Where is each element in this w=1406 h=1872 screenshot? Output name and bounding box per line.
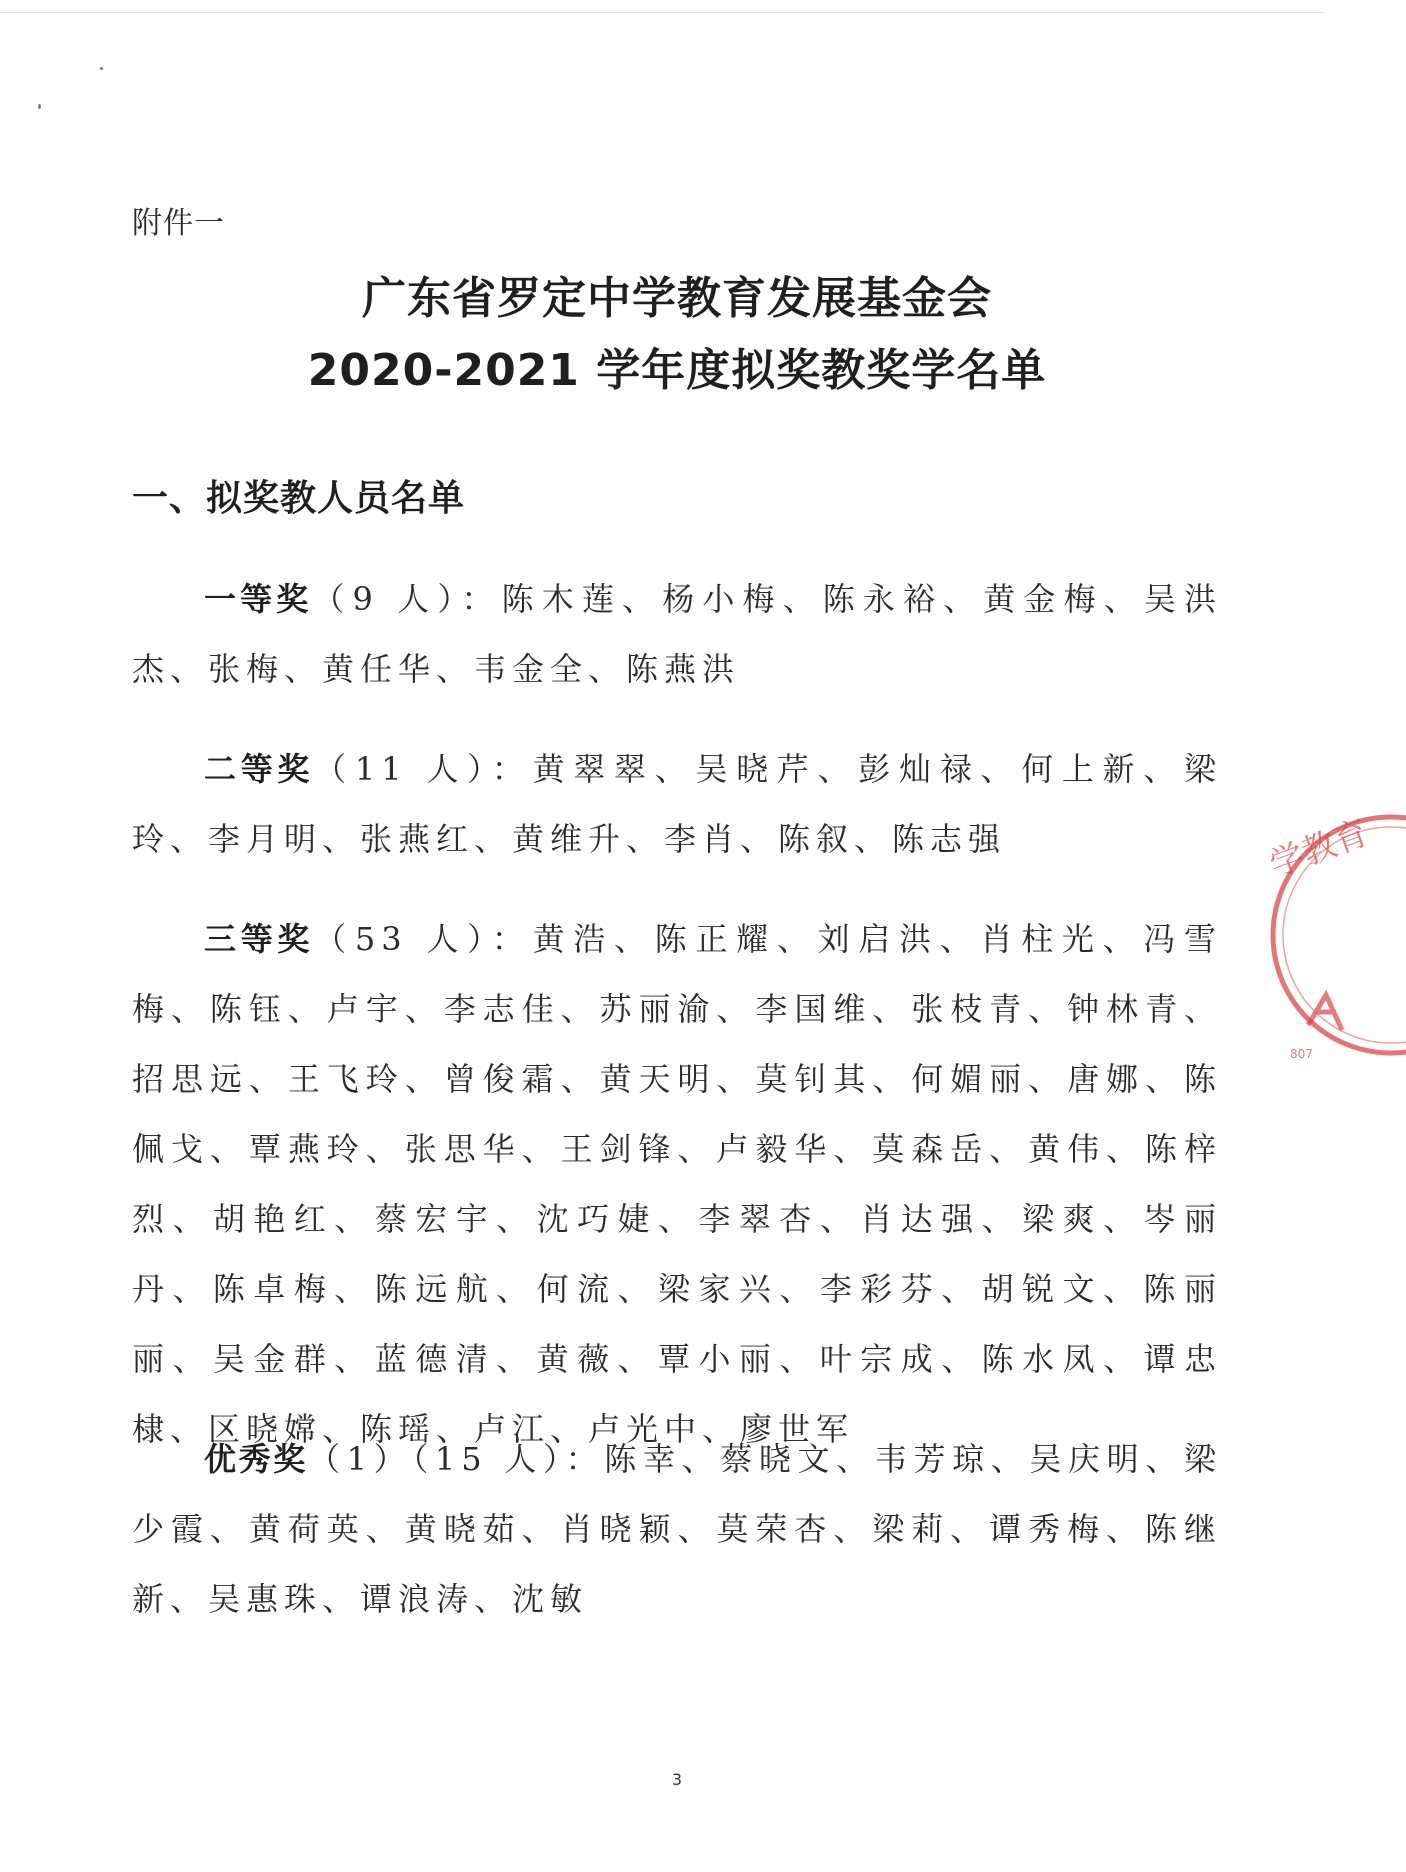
- svg-text:学教育: 学教育: [1264, 812, 1374, 886]
- scan-speck: [100, 67, 103, 70]
- award-names: 陈幸、蔡晓文、韦芳琼、吴庆明、梁少霞、黄荷英、黄晓茹、肖晓颖、莫荣杏、梁莉、谭秀梅、陈继新、吴惠珠、谭浪涛、沈敏: [132, 1440, 1222, 1618]
- award-count: （9 人）：: [312, 580, 502, 618]
- document-title-line2: 2020-2021 学年度拟奖教奖学名单: [307, 345, 1047, 396]
- award-label: 优秀奖: [204, 1440, 308, 1478]
- award-label: 一等奖: [204, 580, 313, 618]
- scan-speck: [38, 104, 41, 109]
- red-seal-stamp: [1256, 800, 1406, 1070]
- award-count: （53 人）：: [314, 920, 533, 958]
- award-count: （1）（15 人）：: [307, 1440, 605, 1478]
- award-names: 陈木莲、杨小梅、陈永裕、黄金梅、吴洪杰、张梅、黄任华、韦金全、陈燕洪: [132, 580, 1222, 688]
- award-second-prize: [132, 734, 1222, 874]
- attachment-label: 附件一: [132, 206, 225, 241]
- award-names: 黄翠翠、吴晓芹、彭灿禄、何上新、梁玲、李月明、张燕红、黄维升、李肖、陈叙、陈志强: [132, 750, 1222, 858]
- award-first-prize: [132, 564, 1222, 704]
- award-label: 三等奖: [204, 920, 315, 958]
- award-count: （11 人）：: [314, 750, 533, 788]
- document-page: [132, 0, 1222, 1872]
- section-heading: 一、拟奖教人员名单: [132, 478, 466, 519]
- document-title-line1: 广东省罗定中学教育发展基金会: [362, 273, 992, 324]
- award-third-prize: [132, 904, 1222, 1464]
- award-excellence-prize: [132, 1424, 1222, 1634]
- award-names: 黄浩、陈正耀、刘启洪、肖柱光、冯雪梅、陈钰、卢宇、李志佳、苏丽渝、李国维、张枝青、钟林青、招思远、王飞玲、曾俊霜、黄天明、莫钊其、何媚丽、唐娜、陈佩戈、覃燕玲、张思华、王剑锋、卢毅华、莫森岳、黄伟、陈梓烈、胡艳红、蔡宏宇、沈巧婕、李翠杏、肖达强、梁爽、岑丽丹、陈卓梅、陈远航、何流、梁家兴、李彩芬、胡锐文、陈丽丽、吴金群、蓝德清、黄薇、覃小丽、叶宗成、陈水凤、谭忠棣、区晓嫦、陈瑶、卢江、卢光中、廖世军: [132, 920, 1222, 1448]
- award-label: 二等奖: [204, 750, 315, 788]
- page-number: 3: [671, 1770, 683, 1789]
- svg-text:807: 807: [1290, 1047, 1313, 1061]
